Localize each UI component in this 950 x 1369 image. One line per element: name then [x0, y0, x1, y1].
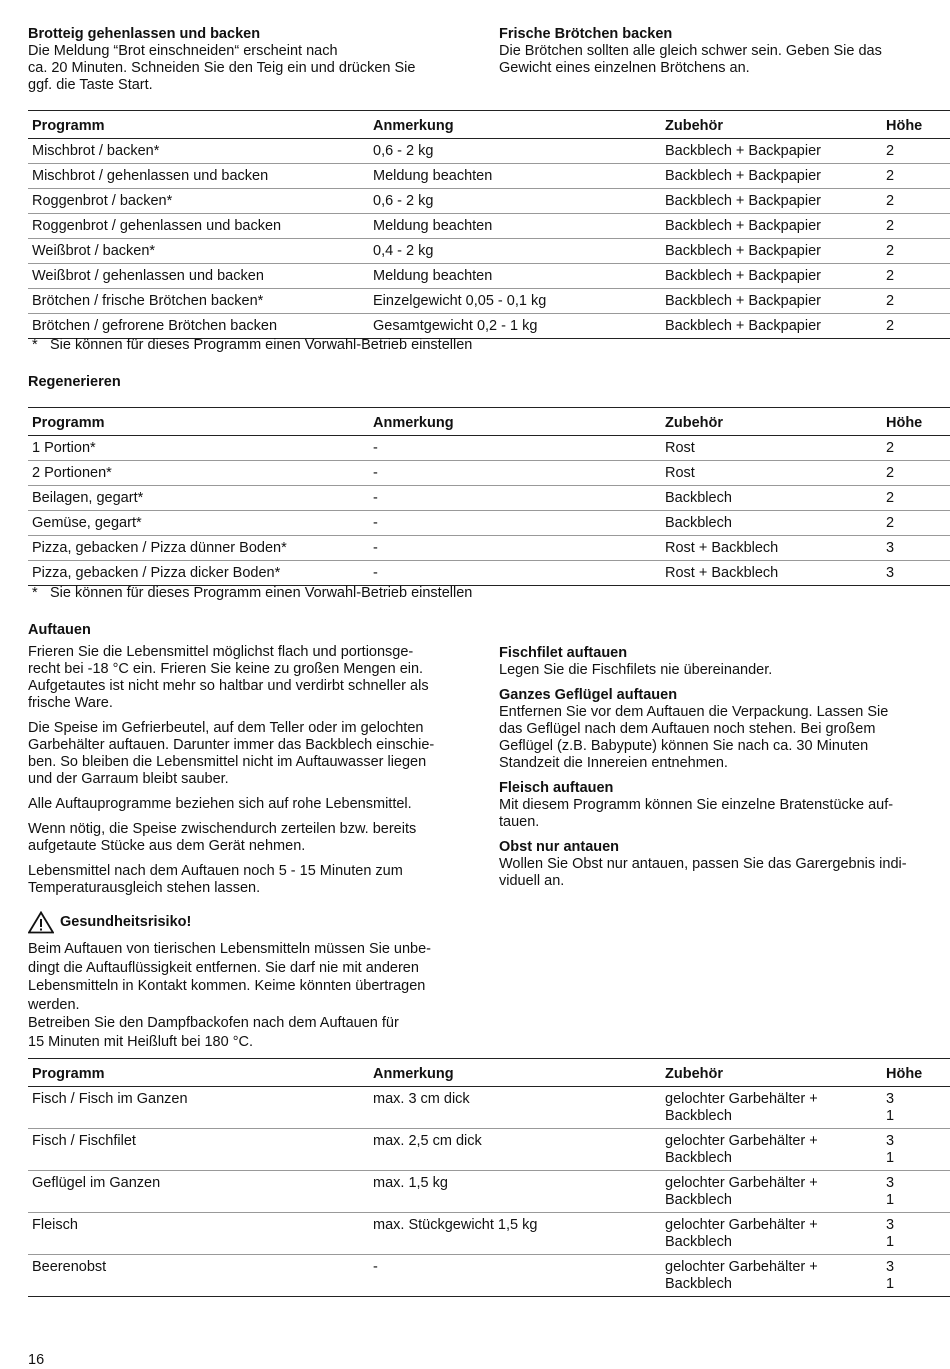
table-row: [28, 536, 950, 561]
cell-anmerkung: 0,6 - 2 kg: [369, 139, 661, 164]
footnote-star: *: [32, 337, 38, 353]
subheading: Obst nur antauen: [499, 839, 620, 855]
cell-hoehe: 2: [882, 461, 950, 486]
cell-zubehoer: Backblech + Backpapier: [661, 164, 882, 189]
cell-hoehe: [882, 1255, 950, 1297]
cell-programm: Mischbrot / gehenlassen und backen: [28, 164, 369, 189]
cell-text: 3: [886, 1175, 895, 1191]
text-line: Temperaturausgleich stehen lassen.: [28, 880, 261, 896]
table-row: [28, 189, 950, 214]
table-row: [28, 1087, 950, 1129]
cell-programm: [28, 1129, 369, 1171]
auftauen-table: [28, 1058, 950, 1297]
cell-text: gelochter Garbehälter +: [665, 1133, 818, 1149]
cell-hoehe: 2: [882, 314, 950, 339]
section-broetchen: [499, 26, 939, 77]
cell-hoehe: [882, 1213, 950, 1255]
text-line: Standzeit die Innereien entnehmen.: [499, 755, 728, 771]
table-row: [28, 1255, 950, 1297]
text-line: aufgetaute Stücke aus dem Gerät nehmen.: [28, 838, 306, 854]
cell-text: 1: [886, 1192, 895, 1208]
auftauen-paragraph: [28, 644, 478, 712]
cell-zubehoer: Backblech + Backpapier: [661, 264, 882, 289]
cell-text: max. 1,5 kg: [373, 1175, 448, 1191]
cell-zubehoer: Rost: [661, 436, 882, 461]
cell-text: 3: [886, 1217, 895, 1233]
cell-zubehoer: [661, 1213, 882, 1255]
text-line: Betreiben Sie den Dampfbackofen nach dem Auftauen für: [28, 1015, 399, 1031]
cell-text: 1: [886, 1234, 895, 1250]
cell-programm: Brötchen / gefrorene Brötchen backen: [28, 314, 369, 339]
cell-programm: 1 Portion*: [28, 436, 369, 461]
table-row: [28, 1213, 950, 1255]
footnote-2: [32, 585, 472, 602]
text-line: Mit diesem Programm können Sie einzelne Bratenstücke auf-: [499, 797, 894, 813]
cell-zubehoer: [661, 1129, 882, 1171]
auftauen-left-column: [28, 644, 478, 1051]
cell-anmerkung: Meldung beachten: [369, 164, 661, 189]
cell-hoehe: [882, 1129, 950, 1171]
text-line: und der Garraum bleibt sauber.: [28, 771, 229, 787]
cell-hoehe: 2: [882, 289, 950, 314]
header-hoehe: Höhe: [882, 1059, 950, 1087]
cell-programm: Roggenbrot / gehenlassen und backen: [28, 214, 369, 239]
cell-hoehe: 2: [882, 189, 950, 214]
cell-anmerkung: [369, 1129, 661, 1171]
header-zubehoer: Zubehör: [661, 408, 882, 436]
fleisch-block: [499, 780, 939, 831]
cell-text: 3: [886, 1091, 895, 1107]
cell-zubehoer: Rost + Backblech: [661, 536, 882, 561]
header-zubehoer: Zubehör: [661, 1059, 882, 1087]
brotteig-title: Brotteig gehenlassen und backen: [28, 26, 261, 42]
table-row: [28, 561, 950, 586]
text-line: Frieren Sie die Lebensmittel möglichst flach und portionsge-: [28, 644, 414, 660]
gefluegel-block: [499, 687, 939, 772]
cell-text: max. 2,5 cm dick: [373, 1133, 482, 1149]
cell-programm: Brötchen / frische Brötchen backen*: [28, 289, 369, 314]
cell-anmerkung: -: [369, 486, 661, 511]
warning-title: Gesundheitsrisiko!: [60, 914, 192, 930]
table-row: [28, 461, 950, 486]
cell-text: 3: [886, 1133, 895, 1149]
header-anmerkung: Anmerkung: [369, 408, 661, 436]
regenerieren-title: Regenerieren: [28, 374, 121, 390]
text-line: Wollen Sie Obst nur antauen, passen Sie das Garergebnis indi-: [499, 856, 907, 872]
cell-zubehoer: [661, 1171, 882, 1213]
cell-programm: [28, 1087, 369, 1129]
header-hoehe: Höhe: [882, 111, 950, 139]
cell-zubehoer: Backblech + Backpapier: [661, 289, 882, 314]
broetchen-line: Die Brötchen sollten alle gleich schwer sein. Geben Sie das: [499, 43, 882, 59]
cell-text: Backblech: [665, 1192, 732, 1208]
cell-anmerkung: 0,6 - 2 kg: [369, 189, 661, 214]
text-line: Geflügel (z.B. Babypute) können Sie nach ca. 30 Minuten: [499, 738, 869, 754]
cell-anmerkung: -: [369, 536, 661, 561]
cell-hoehe: 2: [882, 436, 950, 461]
auftauen-paragraph: [28, 863, 478, 897]
cell-zubehoer: Backblech: [661, 486, 882, 511]
cell-programm: Weißbrot / backen*: [28, 239, 369, 264]
cell-text: Geflügel im Ganzen: [32, 1175, 161, 1191]
header-anmerkung: Anmerkung: [369, 111, 661, 139]
cell-anmerkung: -: [369, 461, 661, 486]
table-row: [28, 164, 950, 189]
text-line: viduell an.: [499, 873, 565, 889]
page-number: 16: [28, 1352, 45, 1368]
cell-hoehe: 2: [882, 214, 950, 239]
text-line: Garbehälter auftauen. Darunter immer das Backblech einschie-: [28, 737, 435, 753]
text-line: ben. So bleiben die Lebensmittel nicht im Auftauwasser liegen: [28, 754, 427, 770]
cell-zubehoer: Backblech + Backpapier: [661, 139, 882, 164]
cell-anmerkung: [369, 1255, 661, 1297]
table-row: [28, 289, 950, 314]
text-line: das Geflügel nach dem Auftauen noch stehen. Bei großem: [499, 721, 876, 737]
cell-programm: Pizza, gebacken / Pizza dünner Boden*: [28, 536, 369, 561]
cell-programm: [28, 1255, 369, 1297]
cell-text: Beerenobst: [32, 1259, 107, 1275]
cell-text: Fisch / Fischfilet: [32, 1133, 136, 1149]
cell-text: Fleisch: [32, 1217, 78, 1233]
cell-programm: 2 Portionen*: [28, 461, 369, 486]
cell-text: max. 3 cm dick: [373, 1091, 470, 1107]
brot-program-table: [28, 110, 950, 339]
text-line: Lebensmittel nach dem Auftauen noch 5 - 15 Minuten zum: [28, 863, 403, 879]
table-row: [28, 214, 950, 239]
subheading: Ganzes Geflügel auftauen: [499, 687, 678, 703]
cell-text: gelochter Garbehälter +: [665, 1175, 818, 1191]
text-line: Entfernen Sie vor dem Auftauen die Verpackung. Lassen Sie: [499, 704, 889, 720]
auftauen-title: Auftauen: [28, 622, 91, 638]
cell-zubehoer: Backblech + Backpapier: [661, 239, 882, 264]
warning-icon: [28, 911, 54, 934]
obst-block: [499, 839, 939, 890]
cell-hoehe: 2: [882, 239, 950, 264]
cell-zubehoer: Backblech + Backpapier: [661, 314, 882, 339]
warning-heading: [28, 911, 478, 934]
cell-text: Backblech: [665, 1108, 732, 1124]
cell-zubehoer: [661, 1255, 882, 1297]
cell-zubehoer: Rost: [661, 461, 882, 486]
cell-programm: Roggenbrot / backen*: [28, 189, 369, 214]
cell-text: 1: [886, 1276, 895, 1292]
subheading: Fleisch auftauen: [499, 780, 614, 796]
footnote-star: *: [32, 585, 38, 601]
text-line: Die Speise im Gefrierbeutel, auf dem Teller oder im gelochten: [28, 720, 424, 736]
cell-text: Backblech: [665, 1276, 732, 1292]
table-row: [28, 436, 950, 461]
cell-programm: Mischbrot / backen*: [28, 139, 369, 164]
cell-text: 1: [886, 1108, 895, 1124]
cell-programm: [28, 1213, 369, 1255]
cell-programm: Beilagen, gegart*: [28, 486, 369, 511]
warning-text: [28, 940, 478, 1051]
header-programm: Programm: [28, 408, 369, 436]
footnote-text: Sie können für dieses Programm einen Vorwahl-Betrieb einstellen: [50, 585, 473, 601]
cell-zubehoer: Backblech + Backpapier: [661, 214, 882, 239]
cell-anmerkung: [369, 1171, 661, 1213]
cell-text: gelochter Garbehälter +: [665, 1259, 818, 1275]
cell-text: Backblech: [665, 1150, 732, 1166]
text-line: dingt die Auftauflüssigkeit entfernen. Sie darf nie mit anderen: [28, 959, 419, 976]
cell-hoehe: 2: [882, 264, 950, 289]
header-hoehe: Höhe: [882, 408, 950, 436]
cell-programm: Pizza, gebacken / Pizza dicker Boden*: [28, 561, 369, 586]
cell-anmerkung: [369, 1213, 661, 1255]
auftauen-paragraph: [28, 796, 478, 813]
brotteig-line: ggf. die Taste Start.: [28, 77, 153, 93]
cell-hoehe: 2: [882, 486, 950, 511]
table-row: [28, 139, 950, 164]
cell-anmerkung: Einzelgewicht 0,05 - 0,1 kg: [369, 289, 661, 314]
cell-zubehoer: [661, 1087, 882, 1129]
subheading: Fischfilet auftauen: [499, 645, 628, 661]
brotteig-line: Die Meldung “Brot einschneiden“ erscheint nach: [28, 43, 338, 59]
cell-text: -: [373, 1259, 378, 1275]
header-anmerkung: Anmerkung: [369, 1059, 661, 1087]
auftauen-paragraph: [28, 720, 478, 788]
cell-hoehe: 3: [882, 561, 950, 586]
cell-zubehoer: Backblech + Backpapier: [661, 189, 882, 214]
cell-text: max. Stückgewicht 1,5 kg: [373, 1217, 538, 1233]
section-brotteig: [28, 26, 468, 94]
text-line: Alle Auftauprogramme beziehen sich auf rohe Lebensmittel.: [28, 796, 412, 812]
text-line: werden.: [28, 996, 80, 1013]
cell-anmerkung: Meldung beachten: [369, 214, 661, 239]
text-line: Legen Sie die Fischfilets nie übereinander.: [499, 662, 773, 678]
cell-programm: Weißbrot / gehenlassen und backen: [28, 264, 369, 289]
cell-anmerkung: -: [369, 561, 661, 586]
cell-hoehe: 2: [882, 139, 950, 164]
header-zubehoer: Zubehör: [661, 111, 882, 139]
table-row: [28, 511, 950, 536]
cell-text: Backblech: [665, 1234, 732, 1250]
cell-hoehe: 2: [882, 164, 950, 189]
cell-anmerkung: -: [369, 436, 661, 461]
text-line: Beim Auftauen von tierischen Lebensmitteln müssen Sie unbe-: [28, 941, 432, 957]
table-row: [28, 1129, 950, 1171]
cell-text: gelochter Garbehälter +: [665, 1091, 818, 1107]
cell-hoehe: [882, 1087, 950, 1129]
cell-programm: [28, 1171, 369, 1213]
text-line: Aufgetautes ist nicht mehr so haltbar und verdirbt schneller als: [28, 678, 429, 694]
broetchen-title: Frische Brötchen backen: [499, 26, 673, 42]
text-line: frische Ware.: [28, 695, 113, 711]
header-programm: Programm: [28, 1059, 369, 1087]
cell-hoehe: 2: [882, 511, 950, 536]
cell-zubehoer: Rost + Backblech: [661, 561, 882, 586]
table-row: [28, 486, 950, 511]
header-programm: Programm: [28, 111, 369, 139]
text-line: Lebensmitteln in Kontakt kommen. Keime könnten übertragen: [28, 978, 426, 994]
cell-text: Fisch / Fisch im Ganzen: [32, 1091, 188, 1107]
footnote-text: Sie können für dieses Programm einen Vorwahl-Betrieb einstellen: [50, 337, 473, 353]
auftauen-right-column: [499, 645, 939, 898]
cell-anmerkung: Meldung beachten: [369, 264, 661, 289]
brotteig-line: ca. 20 Minuten. Schneiden Sie den Teig ein und drücken Sie: [28, 60, 416, 76]
cell-anmerkung: [369, 1087, 661, 1129]
cell-text: 1: [886, 1150, 895, 1166]
text-line: Wenn nötig, die Speise zwischendurch zerteilen bzw. bereits: [28, 821, 417, 837]
cell-hoehe: [882, 1171, 950, 1213]
table-row: [28, 314, 950, 339]
table-row: [28, 239, 950, 264]
text-line: 15 Minuten mit Heißluft bei 180 °C.: [28, 1033, 254, 1050]
cell-zubehoer: Backblech: [661, 511, 882, 536]
table-row: [28, 1171, 950, 1213]
cell-text: gelochter Garbehälter +: [665, 1217, 818, 1233]
cell-programm: Gemüse, gegart*: [28, 511, 369, 536]
fischfilet-block: [499, 645, 939, 679]
footnote-1: [32, 337, 472, 354]
cell-anmerkung: 0,4 - 2 kg: [369, 239, 661, 264]
regenerieren-table: [28, 407, 950, 586]
cell-text: 3: [886, 1259, 895, 1275]
auftauen-paragraph: [28, 821, 478, 855]
text-line: tauen.: [499, 814, 540, 830]
cell-hoehe: 3: [882, 536, 950, 561]
cell-anmerkung: -: [369, 511, 661, 536]
table-row: [28, 264, 950, 289]
text-line: recht bei -18 °C ein. Frieren Sie keine zu großen Mengen ein.: [28, 661, 424, 677]
cell-anmerkung: Gesamtgewicht 0,2 - 1 kg: [369, 314, 661, 339]
broetchen-line: Gewicht eines einzelnen Brötchens an.: [499, 60, 750, 76]
